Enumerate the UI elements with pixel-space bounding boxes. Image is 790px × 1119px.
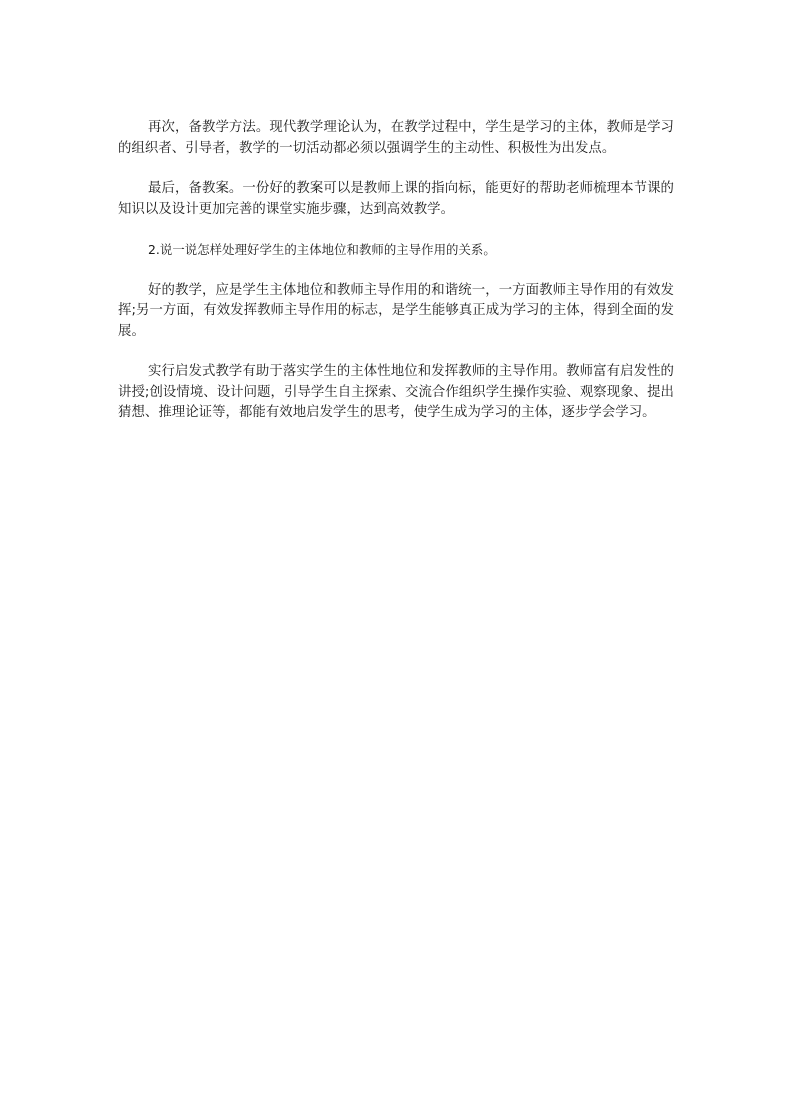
- document-body: [118, 118, 674, 424]
- paragraph-lesson-plan: 最后，备教案。一份好的教案可以是教师上课的指向标，能更好的帮助老师梳理本节课的知识以及设计更加完善的课堂实施步骤，达到高效教学。: [118, 181, 674, 217]
- paragraph-good-teaching: 好的教学，应是学生主体地位和教师主导作用的和谐统一，一方面教师主导作用的有效发挥;另一方面，有效发挥教师主导作用的标志，是学生能够真正成为学习的主体，得到全面的发展。: [118, 282, 674, 339]
- paragraph-heuristic-teaching: 实行启发式教学有助于落实学生的主体性地位和发挥教师的主导作用。教师富有启发性的讲授;创设情境、设计问题，引导学生自主探索、交流合作组织学生操作实验、观察现象、提出猜想、推理论证等，都能有效地启发学生的思考，使学生成为学习的主体，逐步学会学习。: [118, 364, 674, 420]
- paragraph-teaching-methods: 再次，备教学方法。现代教学理论认为，在教学过程中，学生是学习的主体，教师是学习的组织者、引导者，教学的一切活动都必须以强调学生的主动性、积极性为出发点。: [118, 120, 674, 156]
- question-heading: 2.说一说怎样处理好学生的主体地位和教师的主导作用的关系。: [148, 242, 496, 257]
